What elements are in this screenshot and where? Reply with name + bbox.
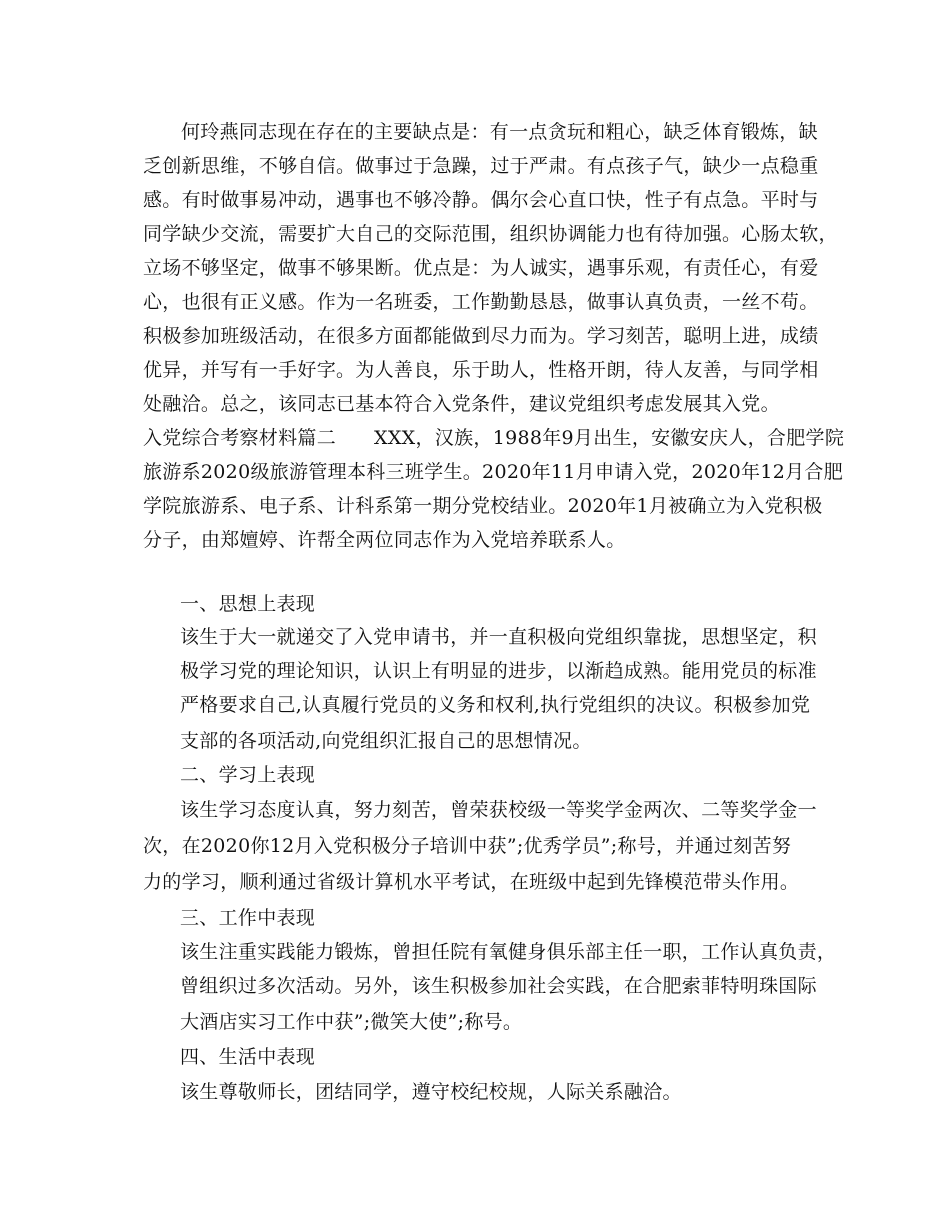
paragraph-line: 同学缺少交流，需要扩大自己的交际范围，组织协调能力也有待加强。心肠太软， (143, 223, 838, 245)
paragraph-line: 学院旅游系、电子系、计科系第一期分党校结业。2020年1月被确立为入党积极 (143, 495, 823, 517)
paragraph-line: 极学习党的理论知识，认识上有明显的进步，以渐趋成熟。能用党员的标准 (180, 660, 817, 682)
paragraph-line: 积极参加班级活动，在很多方面都能做到尽力而为。学习刻苦，聪明上进，成绩 (143, 325, 819, 347)
paragraph-line: XXX，汉族，1988年9月出生，安徽安庆人，合肥学院 (374, 427, 845, 449)
paragraph-line: 支部的各项活动,向党组织汇报自己的思想情况。 (180, 730, 592, 752)
section-heading-line (143, 426, 844, 450)
paragraph-line: 感。有时做事易冲动，遇事也不够冷静。偶尔会心直口快，性子有点急。平时与 (143, 189, 819, 211)
section-heading: 入党综合考察材料篇二 (143, 427, 337, 449)
paragraph-line: 该生尊敬师长，团结同学，遵守校纪校规，人际关系融洽。 (180, 1081, 682, 1103)
subheading: 二、学习上表现 (180, 764, 316, 786)
paragraph-line: 立场不够坚定，做事不够果断。优点是：为人诚实，遇事乐观，有责任心，有爱 (143, 257, 819, 279)
paragraph-line: 优异，并写有一手好字。为人善良，乐于助人，性格开朗，待人友善，与同学相 (143, 359, 819, 381)
paragraph-line: 该生于大一就递交了入党申请书，并一直积极向党组织靠拢，思想坚定，积 (180, 626, 817, 648)
paragraph-line: 分子，由郑嬗婷、许帮全两位同志作为入党培养联系人。 (143, 529, 626, 551)
paragraph-line: 该生学习态度认真，努力刻苦，曾荣获校级一等奖学金两次、二等奖学金一 (180, 799, 817, 821)
paragraph-line: 大酒店实习工作中获”;微笑大使”;称号。 (180, 1011, 523, 1033)
paragraph-line: 处融洽。总之，该同志已基本符合入党条件，建议党组织考虑发展其入党。 (143, 393, 780, 415)
subheading: 四、生活中表现 (180, 1046, 316, 1068)
paragraph-line: 次，在2020你12月入党积极分子培训中获”;优秀学员”;称号，并通过刻苦努 (143, 835, 792, 857)
paragraph-line: 旅游系2020级旅游管理本科三班学生。2020年11月申请入党，2020年12月合肥 (143, 461, 844, 483)
paragraph-line: 乏创新思维，不够自信。做事过于急躁，过于严肃。有点孩子气，缺少一点稳重 (143, 155, 819, 177)
paragraph-line: 该生注重实践能力锻炼，曾担任院有氧健身俱乐部主任一职，工作认真负责， (180, 941, 837, 963)
paragraph-line: 曾组织过多次活动。另外，该生积极参加社会实践，在合肥索菲特明珠国际 (180, 975, 817, 997)
paragraph-line: 心，也很有正义感。作为一名班委，工作勤勤恳恳，做事认真负责，一丝不苟。 (143, 291, 819, 313)
subheading: 一、思想上表现 (180, 593, 316, 615)
paragraph-line: 力的学习，顺利通过省级计算机水平考试，在班级中起到先锋模范带头作用。 (143, 871, 800, 893)
paragraph-line: 严格要求自己,认真履行党员的义务和权利,执行党组织的决议。积极参加党 (180, 694, 811, 716)
subheading: 三、工作中表现 (180, 907, 316, 929)
paragraph-line: 何玲燕同志现在存在的主要缺点是：有一点贪玩和粗心，缺乏体育锻炼，缺 (181, 121, 818, 143)
